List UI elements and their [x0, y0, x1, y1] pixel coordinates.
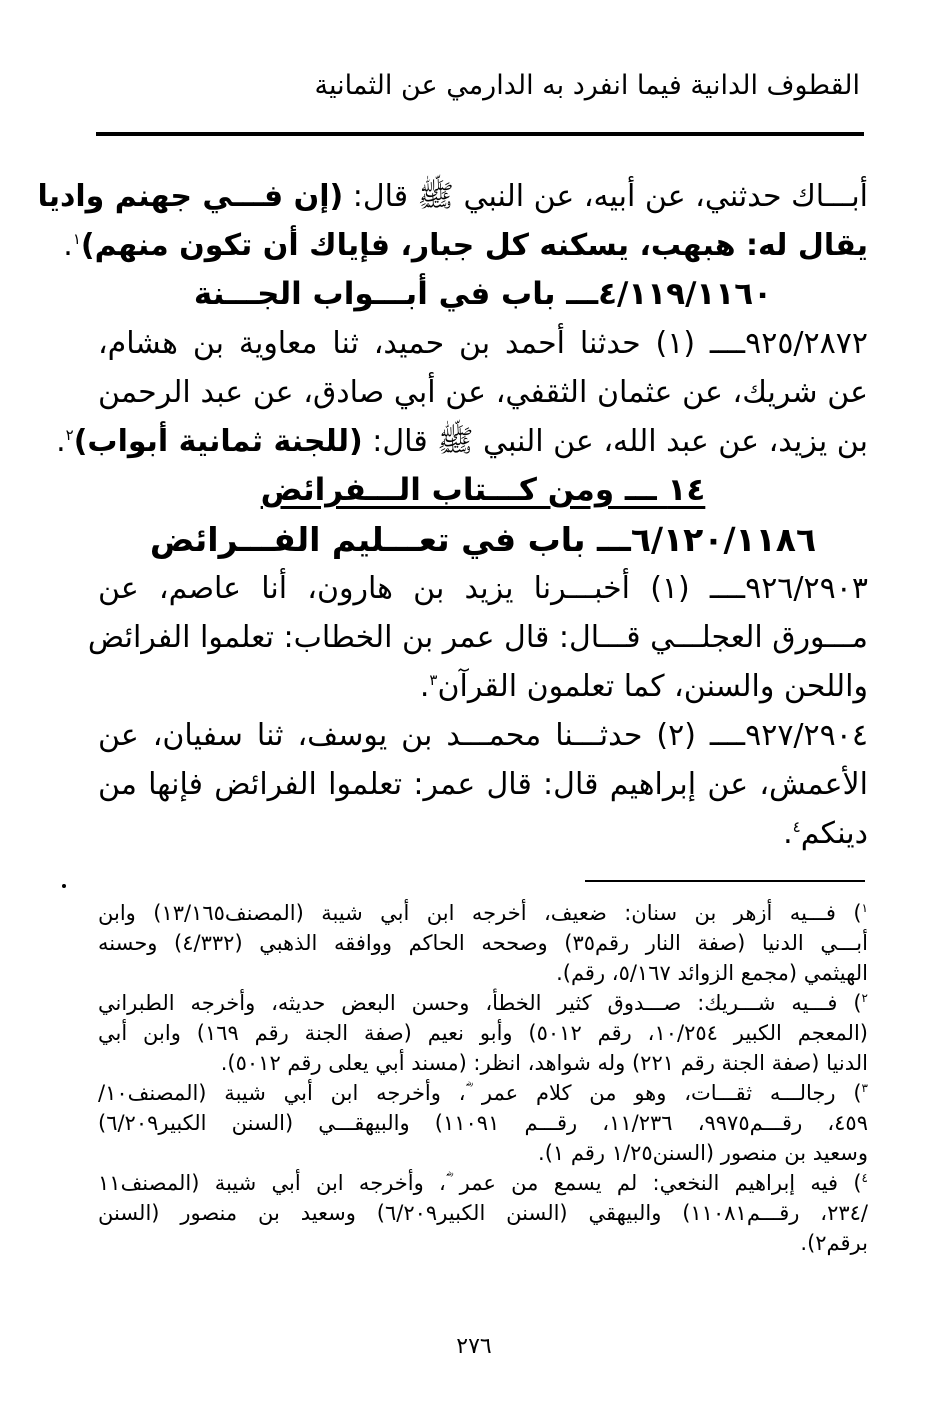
line-text: الأعمش، عن إبراهيم قال: قال عمر: تعلموا الفرائض فإنها من — [98, 767, 868, 802]
footnote-line — [98, 898, 868, 928]
text-line — [98, 319, 868, 368]
running-header: القطوف الدانية فيما انفرد به الدارمي عن الثمانية — [314, 70, 860, 101]
main-text — [37, 172, 868, 858]
text-line — [98, 368, 868, 417]
footnote-text: /٢٣٤، رقـــم١١٠٨١) والبيهقي (السنن الكبير٦/٢٠٩) وسعيد بن منصور (السنن — [98, 1201, 868, 1225]
footnote-text: ) رجالـــه ثقـــات، وهو من كلام عمر ؓ، وأخرجه ابن أبي شيبة (المصنف١٠/ — [98, 1081, 862, 1105]
chapter-heading — [98, 270, 868, 319]
heading-text: ٤/١١٩/١١٦٠ـــ باب في أبـــواب الجـــنة — [193, 276, 773, 312]
line-end-punct: . — [56, 424, 66, 459]
footnote-marker: ٣ — [429, 671, 438, 689]
chapter-heading — [98, 466, 868, 515]
footnote-text: ) فـــيه أزهر بن سنان: ضعيف، أخرجه ابن أبي شيبة (المصنف١٣/١٦٥) وابن — [98, 901, 862, 925]
text-line — [98, 662, 868, 711]
hadith-quote: (للجنة ثمانية أبواب) — [73, 424, 363, 459]
footnotes — [98, 898, 868, 1258]
footnote-number: ٣ — [861, 1081, 868, 1095]
scan-speck — [62, 884, 66, 888]
footnote-marker: ١ — [72, 230, 81, 248]
text-line — [37, 172, 868, 221]
footnote-marker: ٤ — [792, 818, 801, 836]
footnote-line — [98, 988, 868, 1018]
footnote-separator — [585, 880, 865, 882]
hadith-quote: (إن فـــي جهنم واديا — [37, 179, 344, 214]
footnote-number: ٤ — [861, 1171, 868, 1185]
hadith-quote: يقال له: هبهب، يسكنه كل جبار، فإياك أن تكون منهم) — [80, 228, 868, 263]
line-end-punct: . — [63, 228, 73, 263]
footnote-text: ٤٥٩، رقـــم٩٩٧٥، ١١/٢٣٦، رقـــم ١١٠٩١) والبيهقـــي (السنن الكبير٦/٢٠٩) — [98, 1111, 868, 1135]
footnote-text: الدنيا (صفة الجنة رقم ٢٢١) وله شواهد، انظر: (مسند أبي يعلى رقم ٥٠١٢). — [220, 1051, 868, 1075]
footnote-line — [98, 1138, 868, 1168]
footnote-text: برقم٢). — [800, 1231, 868, 1255]
line-end-punct: . — [783, 816, 793, 851]
text-line — [98, 564, 868, 613]
line-text: دينكم — [800, 816, 868, 851]
footnote-marker: ٢ — [65, 426, 74, 444]
footnote-line — [98, 1018, 868, 1048]
footnote-number: ٢ — [861, 991, 868, 1005]
line-text: مـــورق العجلـــي قـــال: قال عمر بن الخطاب: تعلموا الفرائض — [87, 620, 868, 655]
line-text: ٩٢٦/٢٩٠٣ــــ (١) أخبـــرنا يزيد بن هارون، أنا عاصم، عن — [98, 571, 868, 606]
line-text: عن شريك، عن عثمان الثقفي، عن أبي صادق، عن عبد الرحمن — [98, 375, 868, 410]
footnote-text: أبـــي الدنيا (صفة النار رقم٣٥) وصححه الحاكم ووافقه الذهبي (٤/٣٣٢) وحسنه — [98, 931, 868, 955]
footnote-line — [98, 1078, 868, 1108]
footnote-line — [98, 1048, 868, 1078]
footnote-text: ) فـــيه شـــريك: صـــدوق كثير الخطأ، وحسن البعض حديثه، وأخرجه الطبراني — [98, 991, 862, 1015]
footnote-text: ) فيه إبراهيم النخعي: لم يسمع من عمر ؓ، وأخرجه ابن أبي شيبة (المصنف١١ — [98, 1171, 862, 1195]
footnote-text: وسعيد بن منصور (السنن١/٢٥ رقم ١). — [538, 1141, 868, 1165]
line-text: بن يزيد، عن عبد الله، عن النبي ﷺ قال: — [362, 424, 868, 459]
text-line — [56, 417, 868, 466]
heading-text: ١٤ ـــ ومن كـــتاب الـــفرائض — [260, 472, 706, 508]
footnote-line — [98, 1168, 868, 1198]
chapter-heading — [98, 515, 868, 564]
line-text: واللحن والسنن، كما تعلمون القرآن — [437, 669, 868, 704]
line-text: ٩٢٥/٢٨٧٢ــــ (١) حدثنا أحمد بن حميد، ثنا معاوية بن هشام، — [98, 326, 868, 361]
header-rule — [96, 132, 864, 136]
text-line — [98, 809, 868, 858]
footnote-text: (المعجم الكبير ١٠/٢٥٤، رقم ٥٠١٢) وأبو نعيم (صفة الجنة رقم ١٦٩) وابن أبي — [98, 1021, 868, 1045]
text-line — [98, 760, 868, 809]
footnote-number: ١ — [861, 901, 868, 915]
footnote-line — [98, 958, 868, 988]
line-text: ٩٢٧/٢٩٠٤ــــ (٢) حدثـــنا محمـــد بن يوسف، ثنا سفيان، عن — [98, 718, 868, 753]
line-text: أبـــاك حدثني، عن أبيه، عن النبي ﷺ قال: — [343, 179, 868, 214]
footnote-line — [98, 1198, 868, 1228]
page-number: ٢٧٦ — [456, 1334, 492, 1359]
footnote-text: الهيثمي (مجمع الزوائد ٥/١٦٧، رقم). — [556, 961, 868, 985]
line-end-punct: . — [419, 669, 430, 704]
heading-text: ٦/١٢٠/١١٨٦ـــ باب في تعـــليم الفـــرائض — [149, 520, 817, 559]
footnote-line — [98, 928, 868, 958]
text-line — [63, 221, 868, 270]
footnote-line — [98, 1228, 868, 1258]
footnote-line — [98, 1108, 868, 1138]
text-line — [98, 711, 868, 760]
text-line — [87, 613, 868, 662]
